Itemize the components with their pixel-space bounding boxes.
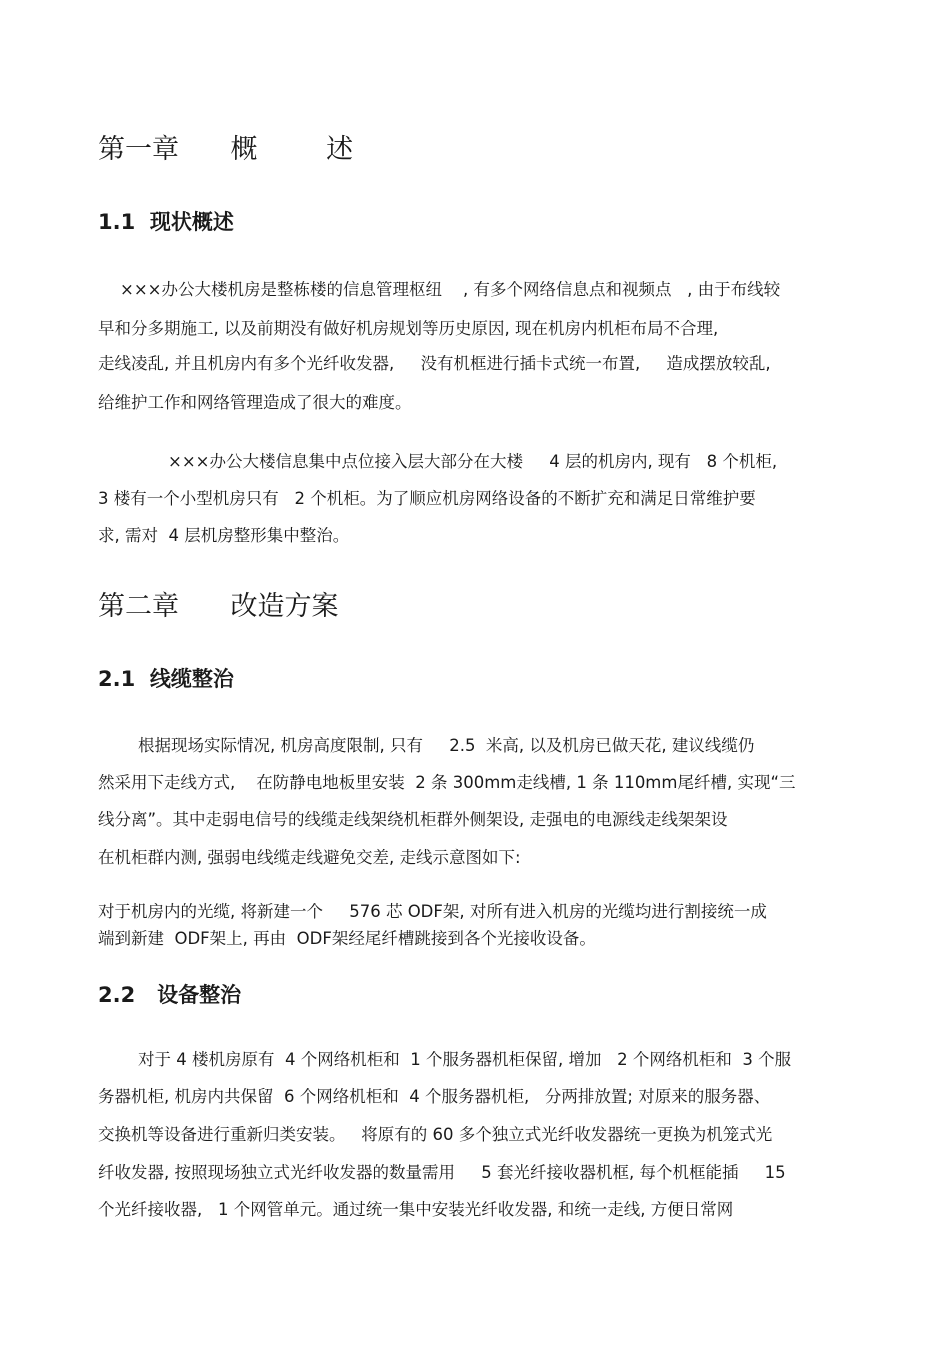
- paragraph-line: 个光纤接收器, 1 个网管单元。通过统一集中安装光纤收发器, 和统一走线, 方便日常网: [98, 1200, 734, 1219]
- section-2-2-title: 2.2 设备整治: [98, 983, 242, 1007]
- paragraph-line: 纤收发器, 按照现场独立式光纤收发器的数量需用 5 套光纤接收器机框, 每个机框能插 15: [98, 1163, 786, 1182]
- paragraph-line: 务器机柜, 机房内共保留 6 个网络机柜和 4 个服务器机柜, 分两排放置; 对原来的服务器、: [98, 1087, 771, 1106]
- paragraph-line: 早和分多期施工, 以及前期没有做好机房规划等历史原因, 现在机房内机柜布局不合理,: [98, 319, 719, 338]
- chapter-2-title: 第二章 改造方案: [98, 591, 339, 622]
- paragraph-line: 根据现场实际情况, 机房高度限制, 只有 2.5 米高, 以及机房已做天花, 建议线缆仍: [138, 736, 755, 755]
- paragraph-line: 走线凌乱, 并且机房内有多个光纤收发器, 没有机框进行插卡式统一布置, 造成摆放较乱,: [98, 354, 771, 373]
- paragraph-line: 对于机房内的光缆, 将新建一个 576 芯 ODF架, 对所有进入机房的光缆均进行割接统一成: [98, 902, 767, 921]
- paragraph-line: 端到新建 ODF架上, 再由 ODF架经尾纤槽跳接到各个光接收设备。: [98, 929, 596, 948]
- section-1-1-title: 1.1 现状概述: [98, 210, 234, 234]
- paragraph-line: 交换机等设备进行重新归类安装。 将原有的 60 多个独立式光纤收发器统一更换为机笼式光: [98, 1125, 773, 1144]
- paragraph-line: 求, 需对 4 层机房整形集中整治。: [98, 526, 350, 545]
- chapter-1-title: 第一章 概 述: [98, 134, 354, 165]
- paragraph-line: 对于 4 楼机房原有 4 个网络机柜和 1 个服务器机柜保留, 增加 2 个网络机柜和 3 个服: [138, 1050, 792, 1069]
- paragraph-line: ×××办公大楼信息集中点位接入层大部分在大楼 4 层的机房内, 现有 8 个机柜,: [168, 452, 778, 471]
- paragraph-line: ×××办公大楼机房是整栋楼的信息管理枢纽 , 有多个网络信息点和视频点 , 由于布线较: [120, 280, 781, 299]
- paragraph-line: 线分离”。其中走弱电信号的线缆走线架绕机柜群外侧架设, 走强电的电源线走线架架设: [98, 810, 728, 829]
- paragraph-line: 3 楼有一个小型机房只有 2 个机柜。为了顺应机房网络设备的不断扩充和满足日常维护要: [98, 489, 756, 508]
- paragraph-line: 然采用下走线方式, 在防静电地板里安装 2 条 300mm走线槽, 1 条 110mm尾纤槽, 实现“三: [98, 773, 796, 792]
- section-2-1-title: 2.1 线缆整治: [98, 667, 234, 691]
- paragraph-line: 给维护工作和网络管理造成了很大的难度。: [98, 393, 412, 412]
- paragraph-line: 在机柜群内测, 强弱电线缆走线避免交差, 走线示意图如下:: [98, 848, 521, 867]
